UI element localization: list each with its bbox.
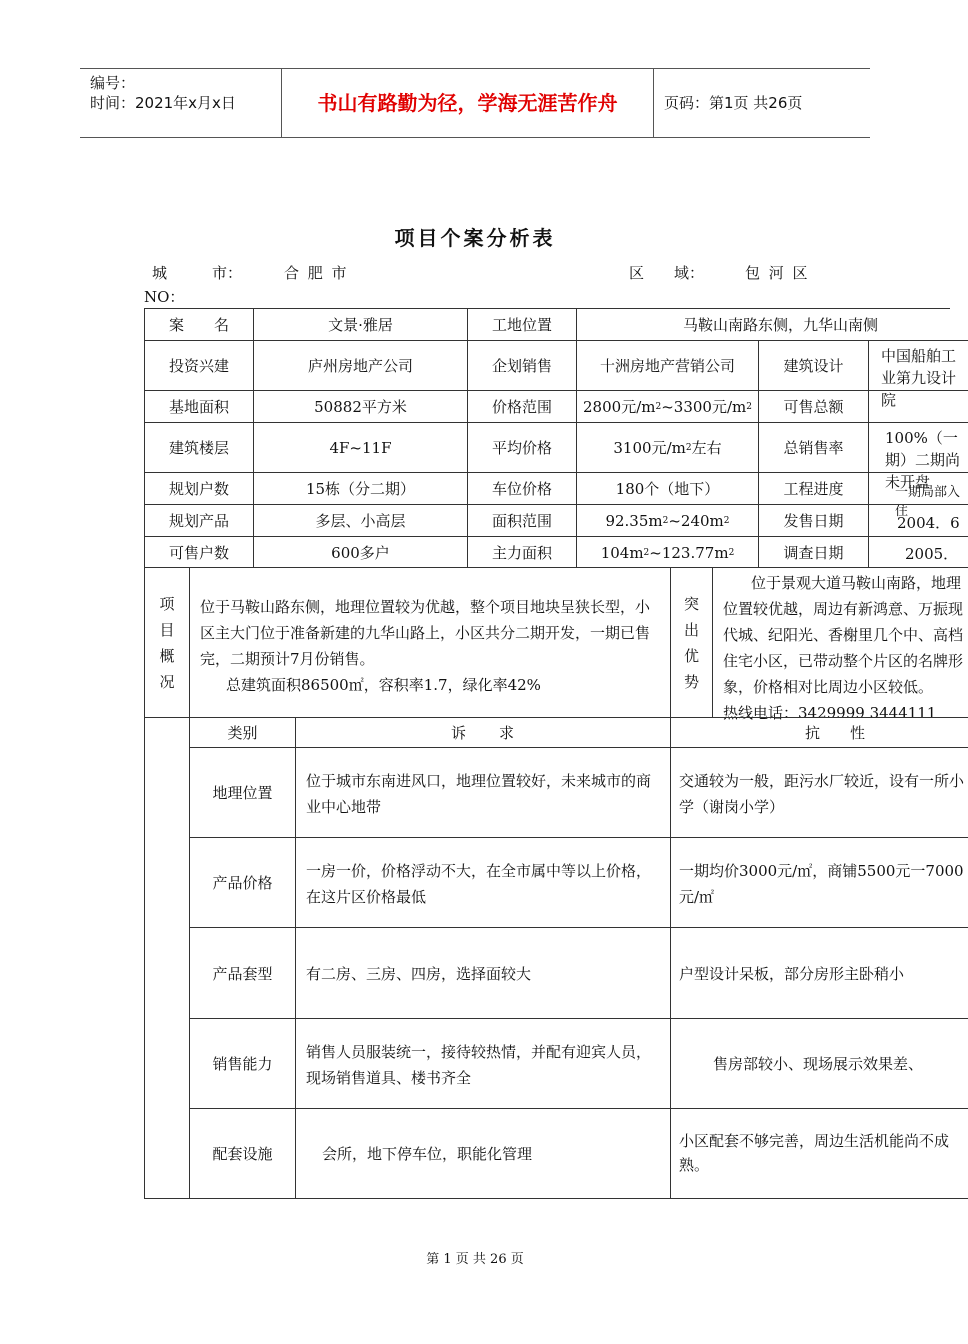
label-investor: 投资兴建 [144, 340, 253, 391]
header-claims: 诉 求 [295, 717, 670, 747]
label-release-date: 发售日期 [758, 504, 868, 537]
value-units-planned: 15栋（分二期） [253, 472, 467, 505]
value-floors: 4F~11F [253, 422, 467, 473]
main-area-high: ~123.77m [649, 543, 729, 562]
sup: 2 [746, 402, 752, 412]
label-progress: 工程进度 [758, 472, 868, 505]
advantage-label [671, 591, 712, 695]
analysis-resistance: 售房部较小、现场展示效果差、 [670, 1018, 968, 1109]
no-label: NO： [144, 288, 185, 306]
analysis-category: 产品价格 [189, 837, 295, 928]
city-value: 合 肥 市 [284, 264, 349, 282]
value-site-location: 马鞍山南路东侧，九华山南侧 [576, 308, 950, 341]
advantage-text [712, 567, 968, 722]
analysis-resistance: 交通较为一般，距污水厂较近，设有一所小学（谢岗小学） [670, 747, 968, 838]
label-site-area: 基地面积 [144, 390, 253, 423]
advantage-paragraph: 位于景观大道马鞍山南路，地理位置较优越，周边有新鸿意、万振现代城、纪阳光、香榭里几个中、高档住宅小区，已带动整个片区的名牌形象，价格相对比周边小区较低。 [723, 574, 964, 696]
header-resistance: 抗 性 [670, 717, 968, 747]
analysis-claims: 位于城市东南进风口，地理位置较好，未来城市的商业中心地带 [295, 747, 670, 838]
label-units-available: 可售户数 [144, 536, 253, 568]
value-sales-agent: 十洲房地产营销公司 [576, 340, 758, 391]
value-area-range [576, 504, 758, 537]
header-category: 类别 [189, 717, 295, 747]
analysis-category: 销售能力 [189, 1018, 295, 1109]
advantage-label-char: 优 [683, 647, 699, 665]
city-label: 城 市： [152, 264, 243, 282]
header-left [80, 69, 282, 137]
value-total-sales [868, 390, 968, 423]
overview-text [189, 567, 670, 718]
label-architect: 建筑设计 [758, 340, 868, 391]
label-main-area: 主力面积 [467, 536, 576, 568]
overview-label-char: 目 [159, 621, 175, 639]
price-low: 2800元/m [583, 398, 656, 416]
label-sales-rate: 总销售率 [758, 422, 868, 473]
analysis-category: 配套设施 [189, 1108, 295, 1199]
analysis-category: 产品套型 [189, 927, 295, 1019]
value-price-range [576, 390, 758, 423]
sup: 2 [685, 443, 692, 453]
sup: 2 [643, 547, 650, 558]
analysis-claims: 一房一价，价格浮动不大，在全市属中等以上价格，在这片区价格最低 [295, 837, 670, 928]
overview-label-char: 项 [159, 595, 175, 613]
label-project-name: 案 名 [144, 308, 253, 341]
label-price-range: 价格范围 [467, 390, 576, 423]
analysis-claims: 有二房、三房、四房，选择面较大 [295, 927, 670, 1019]
price-high: ~3300元/m [661, 398, 747, 416]
label-parking-price: 车位价格 [467, 472, 576, 505]
analysis-resistance: 小区配套不够完善，周边生活机能尚不成熟。 [670, 1108, 968, 1199]
overview-label [145, 591, 189, 695]
overview-paragraph-1: 位于马鞍山路东侧，地理位置较为优越，整个项目地块呈狭长型，小区主大门位于准备新建的九华山路上，小区共分二期开发，一期已售完，二期预计7月份销售。 [200, 598, 651, 668]
label-site-location: 工地位置 [467, 308, 576, 341]
value-progress: 一期局部入住 [868, 472, 968, 505]
sup: 2 [655, 402, 662, 412]
region-label: 区 域： [629, 264, 705, 282]
value-site-area: 50882平方米 [253, 390, 467, 423]
label-survey-date: 调查日期 [758, 536, 868, 568]
sup: 2 [662, 516, 669, 526]
page-indicator: 页码：第1页 共26页 [664, 94, 803, 112]
value-investor: 庐州房地产公司 [253, 340, 467, 391]
overview-label-char: 况 [159, 673, 175, 691]
avg-price-suffix: 左右 [691, 439, 722, 457]
overview-paragraph-2: 总建筑面积86500㎡，容积率1.7，绿化率42% [226, 676, 541, 694]
region-value: 包 河 区 [745, 264, 810, 282]
label-units-planned: 规划户数 [144, 472, 253, 505]
analysis-resistance: 一期均价3000元/㎡，商铺5500元一7000元/㎡ [670, 837, 968, 928]
value-units-available: 600多户 [253, 536, 467, 568]
value-project-name: 文景·雅居 [253, 308, 467, 341]
analysis-category: 地理位置 [189, 747, 295, 838]
overview-label-cell [144, 567, 189, 718]
value-architect: 中国船舶工业第九设计院 [868, 340, 968, 391]
page-title: 项目个案分析表 [394, 226, 556, 250]
value-avg-price [576, 422, 758, 473]
advantage-label-cell [670, 567, 712, 718]
advantage-label-char: 势 [683, 673, 699, 691]
advantage-label-char: 突 [683, 595, 699, 613]
value-release-date: 2004．6 [868, 504, 968, 537]
page-footer: 第 1 页 共 26 页 [426, 1252, 524, 1267]
overview-label-char: 概 [159, 647, 175, 665]
area-low: 92.35m [605, 512, 663, 530]
area-high: ~240m [668, 512, 724, 530]
analysis-resistance: 户型设计呆板，部分房形主卧稍小 [670, 927, 968, 1019]
label-product-plan: 规划产品 [144, 504, 253, 537]
number-label: 编号： [90, 74, 136, 92]
value-sales-rate: 100%（一期）二期尚未开盘 [868, 422, 968, 473]
value-parking-price: 180个（地下） [576, 472, 758, 505]
label-floors: 建筑楼层 [144, 422, 253, 473]
label-sales-agent: 企划销售 [467, 340, 576, 391]
value-product-plan: 多层、小高层 [253, 504, 467, 537]
sup: 2 [723, 516, 730, 526]
analysis-claims: 会所，地下停车位，职能化管理 [295, 1108, 670, 1199]
value-main-area [576, 536, 758, 568]
value-survey-date: 2005． [868, 536, 968, 568]
label-avg-price: 平均价格 [467, 422, 576, 473]
advantage-label-char: 出 [683, 621, 699, 639]
avg-price: 3100元/m [613, 439, 686, 457]
analysis-claims: 销售人员服装统一，接待较热情，并配有迎宾人员，现场销售道具、楼书齐全 [295, 1018, 670, 1109]
motto: 书山有路勤为径，学海无涯苦作舟 [282, 69, 654, 137]
time-label: 时间：2021年x月x日 [90, 94, 236, 112]
label-area-range: 面积范围 [467, 504, 576, 537]
main-area-low: 104m [600, 543, 644, 562]
label-total-sales: 可售总额 [758, 390, 868, 423]
page-header [80, 68, 870, 138]
sup: 2 [728, 547, 735, 558]
analysis-side-cell [144, 717, 189, 1199]
hotline: 热线电话：3429999 3444111 [723, 704, 937, 722]
